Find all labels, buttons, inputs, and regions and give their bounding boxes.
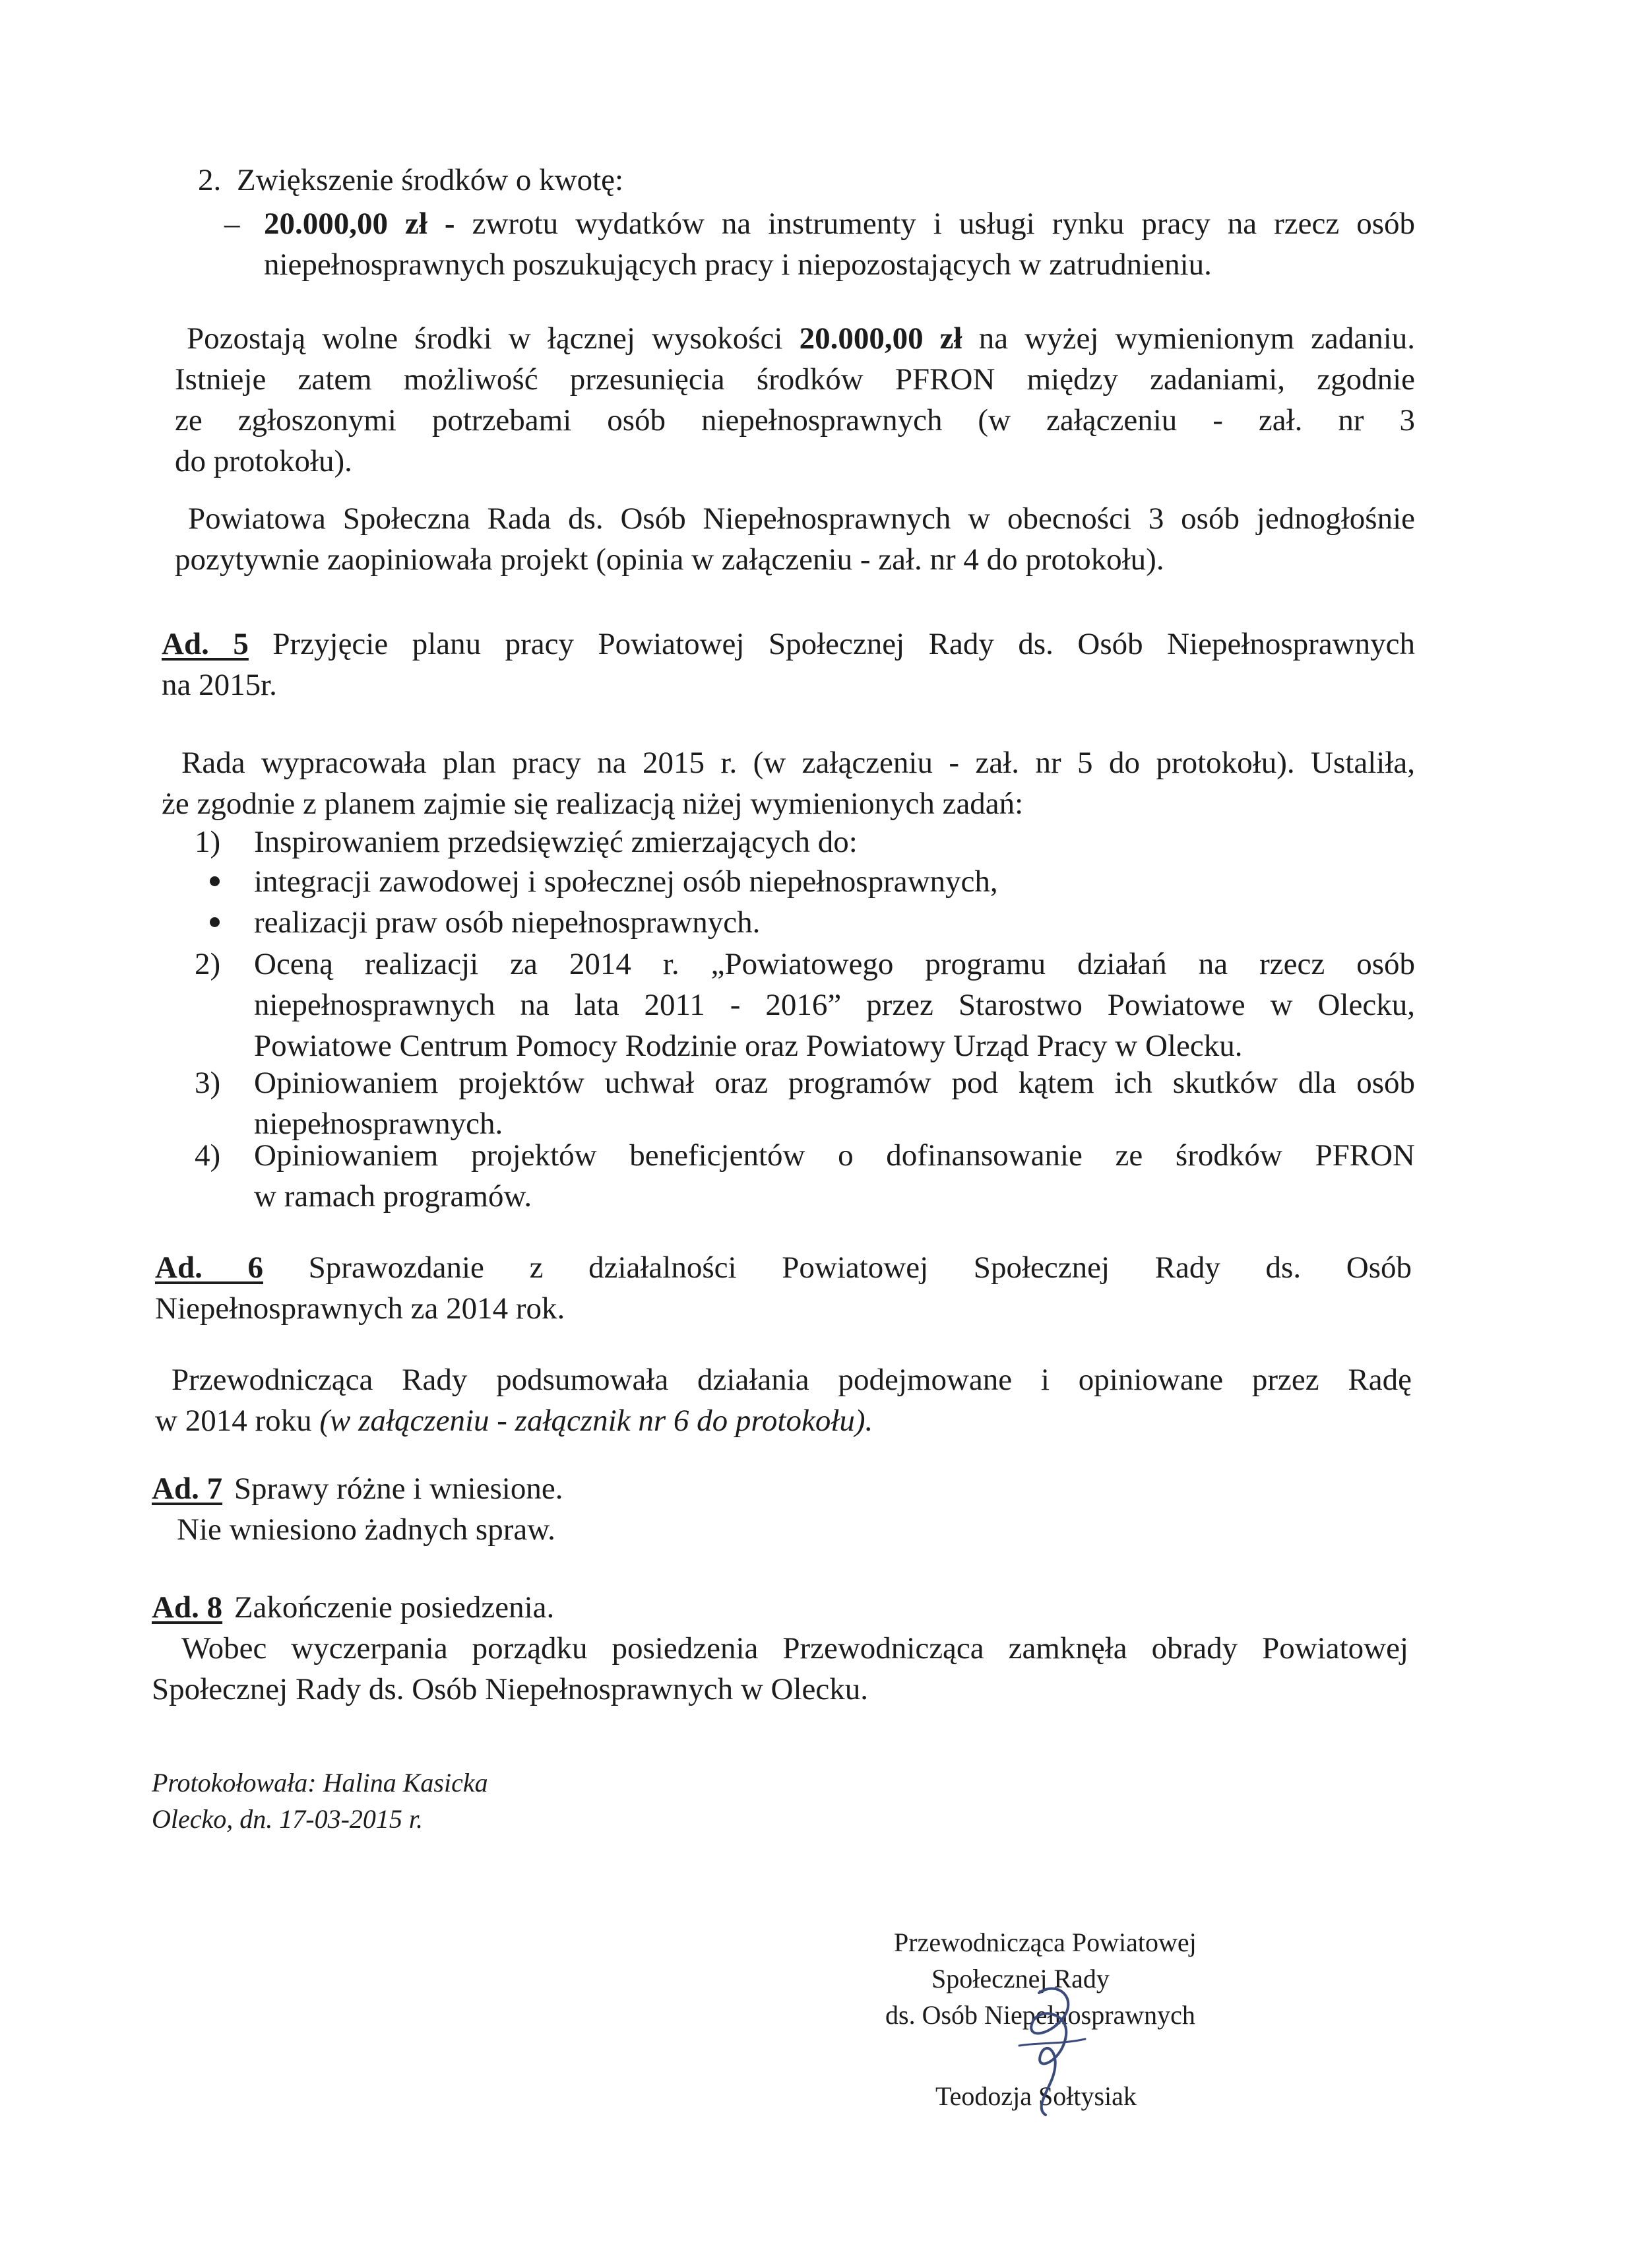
ad6-p2: w 2014 roku (w załączeniu - załącznik nr 6 do protokołu). — [155, 1404, 873, 1438]
ad5-label: Ad. 5 — [162, 627, 249, 661]
ad5-item-3-line-1: Opiniowaniem projektów uchwał oraz programów pod kątem ich skutków dla osób — [254, 1066, 1415, 1100]
ad5-item-4-number: 4) — [195, 1138, 221, 1173]
item-title: Zwiększenie środków o kwotę: — [237, 163, 624, 197]
ad5-title-2: na 2015r. — [162, 668, 277, 702]
ad5-item-2-line-1: Oceną realizacji za 2014 r. „Powiatowego programu działań na rzecz osób — [254, 947, 1415, 981]
council-line-2: pozytywnie zaopiniowała projekt (opinia w załączeniu - zał. nr 4 do protokołu). — [175, 542, 1164, 577]
ad8-paragraph — [152, 1628, 1408, 1710]
free-funds-line-3: ze zgłoszonymi potrzebami osób niepełnosprawnych (w załączeniu - zał. nr 3 — [175, 403, 1415, 437]
ad5-item-3-number: 3) — [195, 1066, 221, 1100]
ad5-item-4-line-2: w ramach programów. — [254, 1179, 532, 1214]
amount-line-2: niepełnosprawnych poszukujących pracy i niepozostających w zatrudnieniu. — [264, 247, 1212, 282]
handwritten-signature-icon — [999, 1973, 1092, 2125]
ad5-item-2-number: 2) — [195, 947, 221, 981]
ad8-line-1: Wobec wyczerpania porządku posiedzenia Przewodnicząca zamknęła obrady Powiatowej — [181, 1631, 1408, 1666]
bullet-1-text: integracji zawodowej i społecznej osób niepełnosprawnych, — [254, 864, 998, 899]
ad7-label: Ad. 7 — [152, 1472, 223, 1506]
ad6-label: Ad. 6 — [155, 1250, 263, 1285]
signature-line-3: ds. Osób Niepełnosprawnych — [885, 2000, 1195, 2030]
council-opinion-paragraph — [175, 498, 1415, 580]
bullet-icon — [210, 917, 220, 927]
ad5-p1: Rada wypracowała plan pracy na 2015 r. (w załączeniu - zał. nr 5 do protokołu). Ustaliła, — [181, 746, 1415, 780]
ad5-heading — [162, 624, 1415, 705]
ad6-attachment-note: (w załączeniu - załącznik nr 6 do protokołu). — [319, 1404, 873, 1438]
ad5-item-4 — [254, 1135, 1415, 1217]
ad5-item-1-number: 1) — [195, 825, 221, 859]
ad6-heading — [155, 1247, 1412, 1329]
ad5-paragraph — [162, 742, 1415, 824]
ad5-item-2 — [254, 944, 1415, 1066]
recorder-note: Protokołowała: Halina Kasicka — [152, 1768, 488, 1798]
ad6-line-1 — [155, 1247, 1412, 1288]
signature-line-1: Przewodnicząca Powiatowej — [894, 1928, 1197, 1957]
ad6-title-1: Sprawozdanie z działalności Powiatowej Społecznej Rady ds. Osób — [308, 1250, 1412, 1285]
ad5-item-2-line-2: niepełnosprawnych na lata 2011 - 2016” przez Starostwo Powiatowe w Olecku, — [254, 988, 1415, 1022]
ad5-item-3 — [254, 1062, 1415, 1144]
free-funds-amount: 20.000,00 zł — [799, 321, 962, 356]
ad5-item-1-text: Inspirowaniem przedsięwzięć zmierzających do: — [254, 825, 858, 859]
council-line-1: Powiatowa Społeczna Rada ds. Osób Niepełnosprawnych w obecności 3 osób jednogłośnie — [188, 502, 1415, 536]
place-date-note: Olecko, dn. 17-03-2015 r. — [152, 1804, 424, 1834]
ad5-item-3-line-2: niepełnosprawnych. — [254, 1107, 503, 1141]
dash-marker: – — [224, 207, 240, 241]
ad5-item-4-line-1: Opiniowaniem projektów beneficjentów o dofinansowanie ze środków PFRON — [254, 1138, 1415, 1173]
amount-value: 20.000,00 zł - — [264, 207, 455, 241]
ad8-label: Ad. 8 — [152, 1590, 223, 1625]
ad8-line-2: Społecznej Rady ds. Osób Niepełnosprawnych w Olecku. — [152, 1672, 868, 1706]
free-funds-line-2: Istnieje zatem możliwość przesunięcia środków PFRON między zadaniami, zgodnie — [175, 362, 1415, 397]
ad5-item-2-line-3: Powiatowe Centrum Pomocy Rodzinie oraz Powiatowy Urząd Pracy w Olecku. — [254, 1029, 1243, 1063]
ad7-title: Sprawy różne i wniesione. — [234, 1472, 563, 1506]
amount-item — [264, 203, 1415, 285]
ad6-paragraph — [155, 1359, 1412, 1441]
ad5-line-1 — [162, 624, 1415, 664]
item-2-heading — [198, 160, 623, 201]
free-funds-line-4: do protokołu). — [175, 444, 352, 478]
bullet-2-text: realizacji praw osób niepełnosprawnych. — [254, 905, 761, 940]
amount-line-1 — [264, 203, 1415, 244]
ad8-heading — [152, 1587, 554, 1628]
ad7-text: Nie wniesiono żadnych spraw. — [177, 1512, 555, 1547]
bullet-icon — [210, 876, 220, 886]
ad5-p2: że zgodnie z planem zajmie się realizacją niżej wymienionych zadań: — [162, 787, 1024, 821]
free-funds-paragraph — [175, 318, 1415, 482]
ad8-title: Zakończenie posiedzenia. — [234, 1590, 555, 1625]
signature-name: Teodozja Sołtysiak — [935, 2081, 1137, 2111]
item-number: 2. — [198, 163, 222, 197]
amount-desc-1: zwrotu wydatków na instrumenty i usługi rynku pracy na rzecz osób — [472, 207, 1416, 241]
ad6-title-2: Niepełnosprawnych za 2014 rok. — [155, 1291, 565, 1326]
signature-line-2: Społecznej Rady — [931, 1964, 1110, 1993]
ad7-heading — [152, 1468, 563, 1509]
ad5-title-1: Przyjęcie planu pracy Powiatowej Społecznej Rady ds. Osób Niepełnosprawnych — [272, 627, 1415, 661]
free-funds-line-1: Pozostają wolne środki w łącznej wysokości 20.000,00 zł na wyżej wymienionym zadaniu. — [187, 321, 1416, 356]
ad6-p1: Przewodnicząca Rady podsumowała działania podejmowane i opiniowane przez Radę — [172, 1363, 1412, 1397]
